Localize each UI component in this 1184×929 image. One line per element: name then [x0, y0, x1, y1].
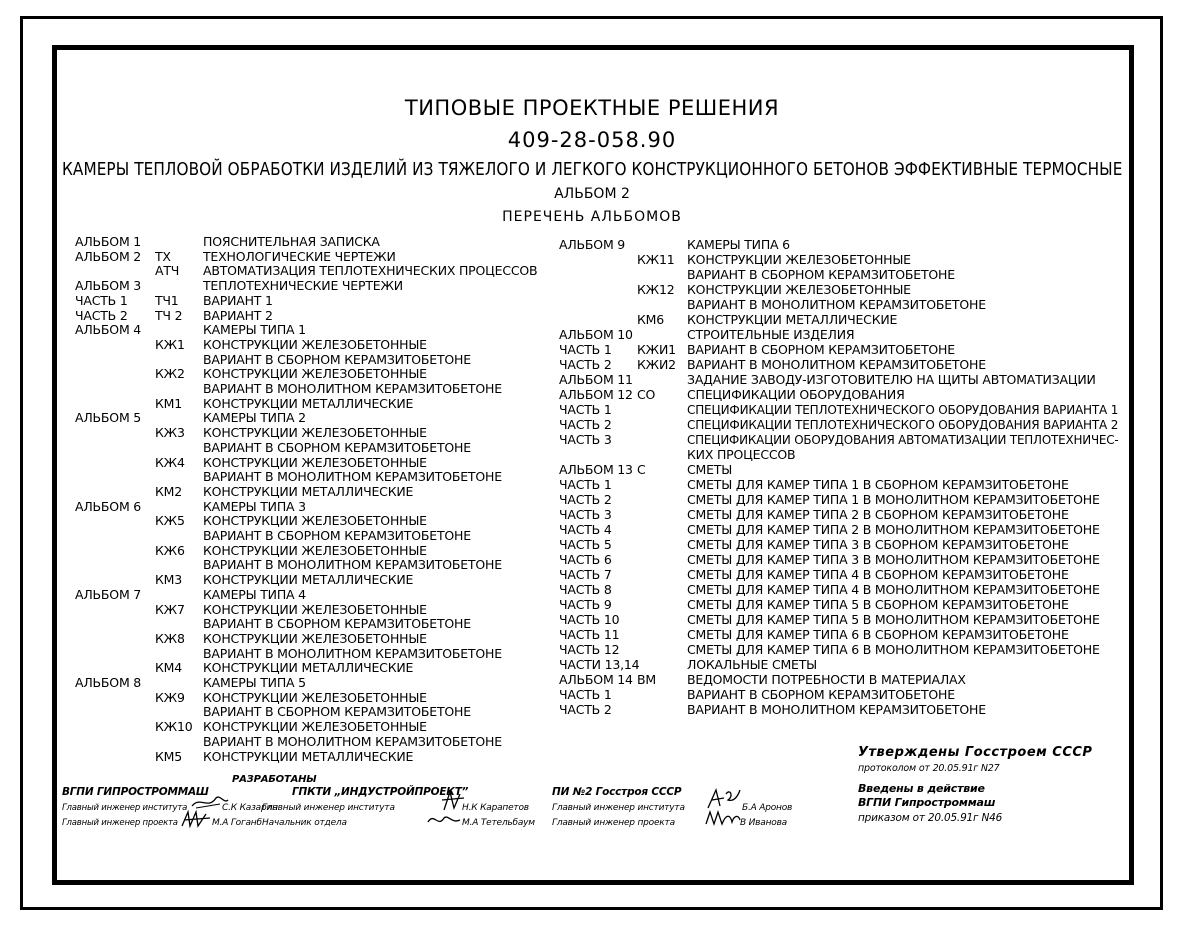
album-description: КОНСТРУКЦИИ ЖЕЛЕЗОБЕТОННЫЕ [203, 542, 427, 558]
album-label: АЛЬБОМ 12 [559, 387, 633, 402]
album-description: КОНСТРУКЦИИ МЕТАЛЛИЧЕСКИЕ [203, 572, 414, 588]
album-label: ЧАСТЬ 7 [559, 567, 612, 582]
album-label: ЧАСТЬ 1 [559, 477, 612, 492]
album-label: ЧАСТЬ 9 [559, 597, 612, 612]
album-code: КМ5 [155, 748, 183, 764]
album-code: КЖ3 [155, 425, 185, 441]
album-description: ЛОКАЛЬНЫЕ СМЕТЫ [687, 657, 818, 672]
album-label: ЧАСТЬ 10 [559, 612, 620, 627]
album-label: ЧАСТЬ 1 [559, 687, 612, 702]
org1-role-2: Главный инженер проекта [62, 818, 178, 828]
album-description: СМЕТЫ ДЛЯ КАМЕР ТИПА 1 В МОНОЛИТНОМ КЕРАМЗИТОБЕТОНЕ [687, 492, 1100, 507]
signature-tetelbaum [426, 810, 462, 830]
album-label: ЧАСТЬ 5 [559, 537, 612, 552]
album-label: ЧАСТЬ 2 [559, 357, 612, 372]
org3-name: ПИ №2 Госстроя СССР [552, 786, 682, 798]
album-description: СМЕТЫ ДЛЯ КАМЕР ТИПА 6 В МОНОЛИТНОМ КЕРАМЗИТОБЕТОНЕ [687, 642, 1100, 657]
album-description: ВЕДОМОСТИ ПОТРЕБНОСТИ В МАТЕРИАЛАХ [687, 672, 966, 687]
developed-label: РАЗРАБОТАНЫ [232, 774, 317, 785]
album-description: ВАРИАНТ В МОНОЛИТНОМ КЕРАМЗИТОБЕТОНЕ [687, 297, 986, 312]
album-label: АЛЬБОМ 4 [75, 322, 142, 338]
album-label: АЛЬБОМ 5 [75, 410, 142, 426]
album-label: ЧАСТЬ 12 [559, 642, 620, 657]
album-code: КЖИ2 [637, 357, 676, 372]
album-label: ЧАСТЬ 3 [559, 432, 612, 447]
album-description: ВАРИАНТ В МОНОЛИТНОМ КЕРАМЗИТОБЕТОНЕ [687, 357, 986, 372]
album-description: ЗАДАНИЕ ЗАВОДУ-ИЗГОТОВИТЕЛЮ НА ЩИТЫ АВТОМАТИЗАЦИИ [687, 372, 1096, 387]
page-title: ТИПОВЫЕ ПРОЕКТНЫЕ РЕШЕНИЯ [404, 96, 780, 120]
signature-goganb [180, 808, 216, 830]
album-description: СМЕТЫ ДЛЯ КАМЕР ТИПА 5 В СБОРНОМ КЕРАМЗИТОБЕТОНЕ [687, 597, 1069, 612]
album-label: ЧАСТЬ 1 [559, 342, 612, 357]
album-label: ЧАСТИ 13,14 [559, 657, 640, 672]
album-label: ЧАСТЬ 8 [559, 582, 612, 597]
org1-role-1: Главный инженер института [62, 803, 188, 813]
album-description: СМЕТЫ ДЛЯ КАМЕР ТИПА 2 В СБОРНОМ КЕРАМЗИТОБЕТОНЕ [687, 507, 1069, 522]
album-label: ЧАСТЬ 6 [559, 552, 612, 567]
org1-person-1: С.К Казарин [222, 803, 278, 813]
album-description: КОНСТРУКЦИИ ЖЕЛЕЗОБЕТОННЫЕ [203, 689, 427, 705]
album-description: СПЕЦИФИКАЦИИ ТЕПЛОТЕХНИЧЕСКОГО ОБОРУДОВАНИЯ ВАРИАНТА 1 [687, 402, 1119, 417]
album-description: КАМЕРЫ ТИПА 2 [203, 410, 306, 426]
album-code: КМ1 [155, 395, 183, 411]
org3-person-2: В Иванова [740, 818, 787, 828]
album-label: ЧАСТЬ 1 [75, 292, 128, 308]
album-code: КМ3 [155, 572, 183, 588]
album-description: КОНСТРУКЦИИ ЖЕЛЕЗОБЕТОННЫЕ [203, 336, 427, 352]
album-description: КОНСТРУКЦИИ ЖЕЛЕЗОБЕТОННЫЕ [203, 513, 427, 529]
album-code: КЖИ1 [637, 342, 676, 357]
album-description: СМЕТЫ ДЛЯ КАМЕР ТИПА 1 В СБОРНОМ КЕРАМЗИТОБЕТОНЕ [687, 477, 1069, 492]
album-description: КОНСТРУКЦИИ ЖЕЛЕЗОБЕТОННЫЕ [203, 454, 427, 470]
album-label: ЧАСТЬ 1 [559, 402, 612, 417]
album-description: ВАРИАНТ В СБОРНОМ КЕРАМЗИТОБЕТОНЕ [687, 687, 955, 702]
album-label: ЧАСТЬ 4 [559, 522, 612, 537]
album-description: КОНСТРУКЦИИ ЖЕЛЕЗОБЕТОННЫЕ [203, 630, 427, 646]
album-code: КЖ7 [155, 601, 185, 617]
album-description: ВАРИАНТ В МОНОЛИТНОМ КЕРАМЗИТОБЕТОНЕ [203, 557, 502, 573]
album-description: КОНСТРУКЦИИ МЕТАЛЛИЧЕСКИЕ [203, 748, 414, 764]
album-code: КЖ11 [637, 252, 675, 267]
album-code: КЖ9 [155, 689, 185, 705]
album-description: КОНСТРУКЦИИ МЕТАЛЛИЧЕСКИЕ [687, 312, 898, 327]
album-description: КАМЕРЫ ТИПА 5 [203, 675, 306, 690]
org2-name: ГПКТИ „ИНДУСТРОЙПРОЕКТ” [292, 786, 469, 798]
org3-role-2: Главный инженер проекта [552, 818, 675, 828]
album-label: АЛЬБОМ 3 [75, 278, 142, 294]
album-description: КОНСТРУКЦИИ ЖЕЛЕЗОБЕТОННЫЕ [687, 252, 911, 267]
album-code: ТЧ 2 [155, 307, 183, 323]
album-label: АЛЬБОМ 14 [559, 672, 633, 687]
album-label: АЛЬБОМ 2 [75, 248, 142, 264]
album-label: АЛЬБОМ 9 [559, 237, 626, 252]
album-description: КОНСТРУКЦИИ ЖЕЛЕЗОБЕТОННЫЕ [203, 425, 427, 441]
album-description: КОНСТРУКЦИИ МЕТАЛЛИЧЕСКИЕ [203, 395, 414, 411]
album-description: СПЕЦИФИКАЦИИ ОБОРУДОВАНИЯ [687, 387, 905, 402]
approval-line-5: приказом от 20.05.91г N46 [858, 812, 1003, 824]
album-description: СМЕТЫ ДЛЯ КАМЕР ТИПА 4 В СБОРНОМ КЕРАМЗИТОБЕТОНЕ [687, 567, 1069, 582]
album-code: СО [637, 387, 656, 402]
project-number: 409-28-058.90 [507, 128, 677, 152]
album-description: СМЕТЫ ДЛЯ КАМЕР ТИПА 4 В МОНОЛИТНОМ КЕРАМЗИТОБЕТОНЕ [687, 582, 1100, 597]
org2-role-1: Главный инженер института [262, 803, 395, 813]
album-description: ТЕХНОЛОГИЧЕСКИЕ ЧЕРТЕЖИ [203, 248, 396, 264]
list-title: ПЕРЕЧЕНЬ АЛЬБОМОВ [502, 209, 682, 225]
album-code: КЖ6 [155, 542, 185, 558]
album-label: АЛЬБОМ 6 [75, 498, 142, 514]
album-description: КИХ ПРОЦЕССОВ [687, 447, 796, 462]
album-label: ЧАСТЬ 2 [559, 417, 612, 432]
album-description: КАМЕРЫ ТИПА 3 [203, 498, 306, 514]
album-description: КОНСТРУКЦИИ ЖЕЛЕЗОБЕТОННЫЕ [203, 366, 427, 382]
project-subject: КАМЕРЫ ТЕПЛОВОЙ ОБРАБОТКИ ИЗДЕЛИЙ ИЗ ТЯЖЕЛОГО И ЛЕГКОГО КОНСТРУКЦИОННОГО БЕТОНОВ ЭФФЕКТИВНЫЕ ТЕРМОСНЫЕ [62, 160, 1123, 180]
album-description: ВАРИАНТ В СБОРНОМ КЕРАМЗИТОБЕТОНЕ [687, 267, 955, 282]
album-code: КЖ12 [637, 282, 675, 297]
album-label: АЛЬБОМ 11 [559, 372, 633, 387]
album-description: КОНСТРУКЦИИ ЖЕЛЕЗОБЕТОННЫЕ [203, 601, 427, 617]
org1-name: ВГПИ ГИПРОСТРОММАШ [62, 786, 209, 798]
album-description: АВТОМАТИЗАЦИЯ ТЕПЛОТЕХНИЧЕСКИХ ПРОЦЕССОВ [203, 263, 538, 279]
album-description: СМЕТЫ ДЛЯ КАМЕР ТИПА 5 В МОНОЛИТНОМ КЕРАМЗИТОБЕТОНЕ [687, 612, 1100, 627]
album-label: ЧАСТЬ 2 [559, 702, 612, 717]
album-description: КАМЕРЫ ТИПА 6 [687, 237, 790, 252]
album-code: ВМ [637, 672, 656, 687]
album-label: АЛЬБОМ 13 [559, 462, 633, 477]
album-description: ВАРИАНТ 1 [203, 292, 273, 308]
album-description: ВАРИАНТ В СБОРНОМ КЕРАМЗИТОБЕТОНЕ [687, 342, 955, 357]
approval-line-3: Введены в действие [858, 782, 985, 795]
album-description: КАМЕРЫ ТИПА 4 [203, 586, 306, 602]
album-code: КЖ1 [155, 336, 185, 352]
album-description: СПЕЦИФИКАЦИИ ОБОРУДОВАНИЯ АВТОМАТИЗАЦИИ ТЕПЛОТЕХНИЧЕС- [687, 432, 1119, 447]
album-code: КМ6 [637, 312, 665, 327]
album-description: ТЕПЛОТЕХНИЧЕСКИЕ ЧЕРТЕЖИ [203, 278, 403, 294]
album-description: КОНСТРУКЦИИ МЕТАЛЛИЧЕСКИЕ [203, 483, 414, 499]
signature-ivanova [704, 808, 742, 830]
album-label: ЧАСТЬ 2 [75, 307, 128, 323]
org2-person-1: Н.К Карапетов [462, 803, 529, 813]
album-description: КОНСТРУКЦИИ ЖЕЛЕЗОБЕТОННЫЕ [687, 282, 911, 297]
album-description: КАМЕРЫ ТИПА 1 [203, 322, 306, 338]
album-code: С [637, 462, 646, 477]
album-code: КМ2 [155, 483, 183, 499]
album-label: АЛЬБОМ 2 [554, 186, 630, 202]
album-code: КЖ4 [155, 454, 185, 470]
album-code: КЖ5 [155, 513, 185, 529]
album-description: ВАРИАНТ В СБОРНОМ КЕРАМЗИТОБЕТОНЕ [203, 351, 471, 367]
album-description: ВАРИАНТ В МОНОЛИТНОМ КЕРАМЗИТОБЕТОНЕ [687, 702, 986, 717]
album-code: КЖ8 [155, 630, 185, 646]
album-description: СМЕТЫ ДЛЯ КАМЕР ТИПА 2 В МОНОЛИТНОМ КЕРАМЗИТОБЕТОНЕ [687, 522, 1100, 537]
album-label: ЧАСТЬ 11 [559, 627, 620, 642]
album-code: КЖ2 [155, 366, 185, 382]
album-code: КЖ10 [155, 719, 193, 735]
album-description: ВАРИАНТ В СБОРНОМ КЕРАМЗИТОБЕТОНЕ [203, 528, 471, 543]
album-label: АЛЬБОМ 1 [75, 234, 142, 249]
album-description: ВАРИАНТ В МОНОЛИТНОМ КЕРАМЗИТОБЕТОНЕ [203, 469, 502, 485]
album-description: КОНСТРУКЦИИ ЖЕЛЕЗОБЕТОННЫЕ [203, 719, 427, 735]
org2-role-2: Начальник отдела [262, 818, 347, 828]
album-description: ВАРИАНТ В СБОРНОМ КЕРАМЗИТОБЕТОНЕ [203, 439, 471, 455]
org1-person-2: М.А Гоганб [212, 818, 262, 828]
album-label: АЛЬБОМ 10 [559, 327, 633, 342]
album-description: ВАРИАНТ В МОНОЛИТНОМ КЕРАМЗИТОБЕТОНЕ [203, 645, 502, 661]
album-description: КОНСТРУКЦИИ МЕТАЛЛИЧЕСКИЕ [203, 660, 414, 676]
album-code: КМ4 [155, 660, 183, 676]
approval-line-4: ВГПИ Гипростроммаш [858, 796, 996, 809]
org3-role-1: Главный инженер института [552, 803, 685, 813]
album-code: АТЧ [155, 263, 180, 279]
album-label: ЧАСТЬ 2 [559, 492, 612, 507]
album-description: СМЕТЫ [687, 462, 733, 477]
album-description: СМЕТЫ ДЛЯ КАМЕР ТИПА 6 В СБОРНОМ КЕРАМЗИТОБЕТОНЕ [687, 627, 1069, 642]
approval-line-1: Утверждены Госстроем СССР [858, 745, 1093, 760]
album-description: СПЕЦИФИКАЦИИ ТЕПЛОТЕХНИЧЕСКОГО ОБОРУДОВАНИЯ ВАРИАНТА 2 [687, 417, 1119, 432]
album-description: СМЕТЫ ДЛЯ КАМЕР ТИПА 3 В СБОРНОМ КЕРАМЗИТОБЕТОНЕ [687, 537, 1069, 552]
album-description: СМЕТЫ ДЛЯ КАМЕР ТИПА 3 В МОНОЛИТНОМ КЕРАМЗИТОБЕТОНЕ [687, 552, 1100, 567]
org2-person-2: М.А Тетельбаум [462, 818, 535, 828]
album-label: АЛЬБОМ 7 [75, 586, 142, 602]
album-label: АЛЬБОМ 8 [75, 675, 142, 690]
approval-line-2: протоколом от 20.05.91г N27 [858, 763, 1000, 774]
org3-person-1: Б.А Аронов [742, 803, 793, 813]
album-description: ВАРИАНТ В СБОРНОМ КЕРАМЗИТОБЕТОНЕ [203, 616, 471, 632]
album-label: ЧАСТЬ 3 [559, 507, 612, 522]
album-description: ВАРИАНТ В СБОРНОМ КЕРАМЗИТОБЕТОНЕ [203, 704, 471, 720]
album-description: ПОЯСНИТЕЛЬНАЯ ЗАПИСКА [203, 234, 380, 249]
album-code: ТХ [155, 248, 171, 264]
album-code: ТЧ1 [155, 292, 179, 308]
album-description: ВАРИАНТ В МОНОЛИТНОМ КЕРАМЗИТОБЕТОНЕ [203, 733, 502, 749]
album-description: ВАРИАНТ В МОНОЛИТНОМ КЕРАМЗИТОБЕТОНЕ [203, 381, 502, 396]
album-description: СТРОИТЕЛЬНЫЕ ИЗДЕЛИЯ [687, 327, 855, 342]
album-description: ВАРИАНТ 2 [203, 307, 273, 323]
